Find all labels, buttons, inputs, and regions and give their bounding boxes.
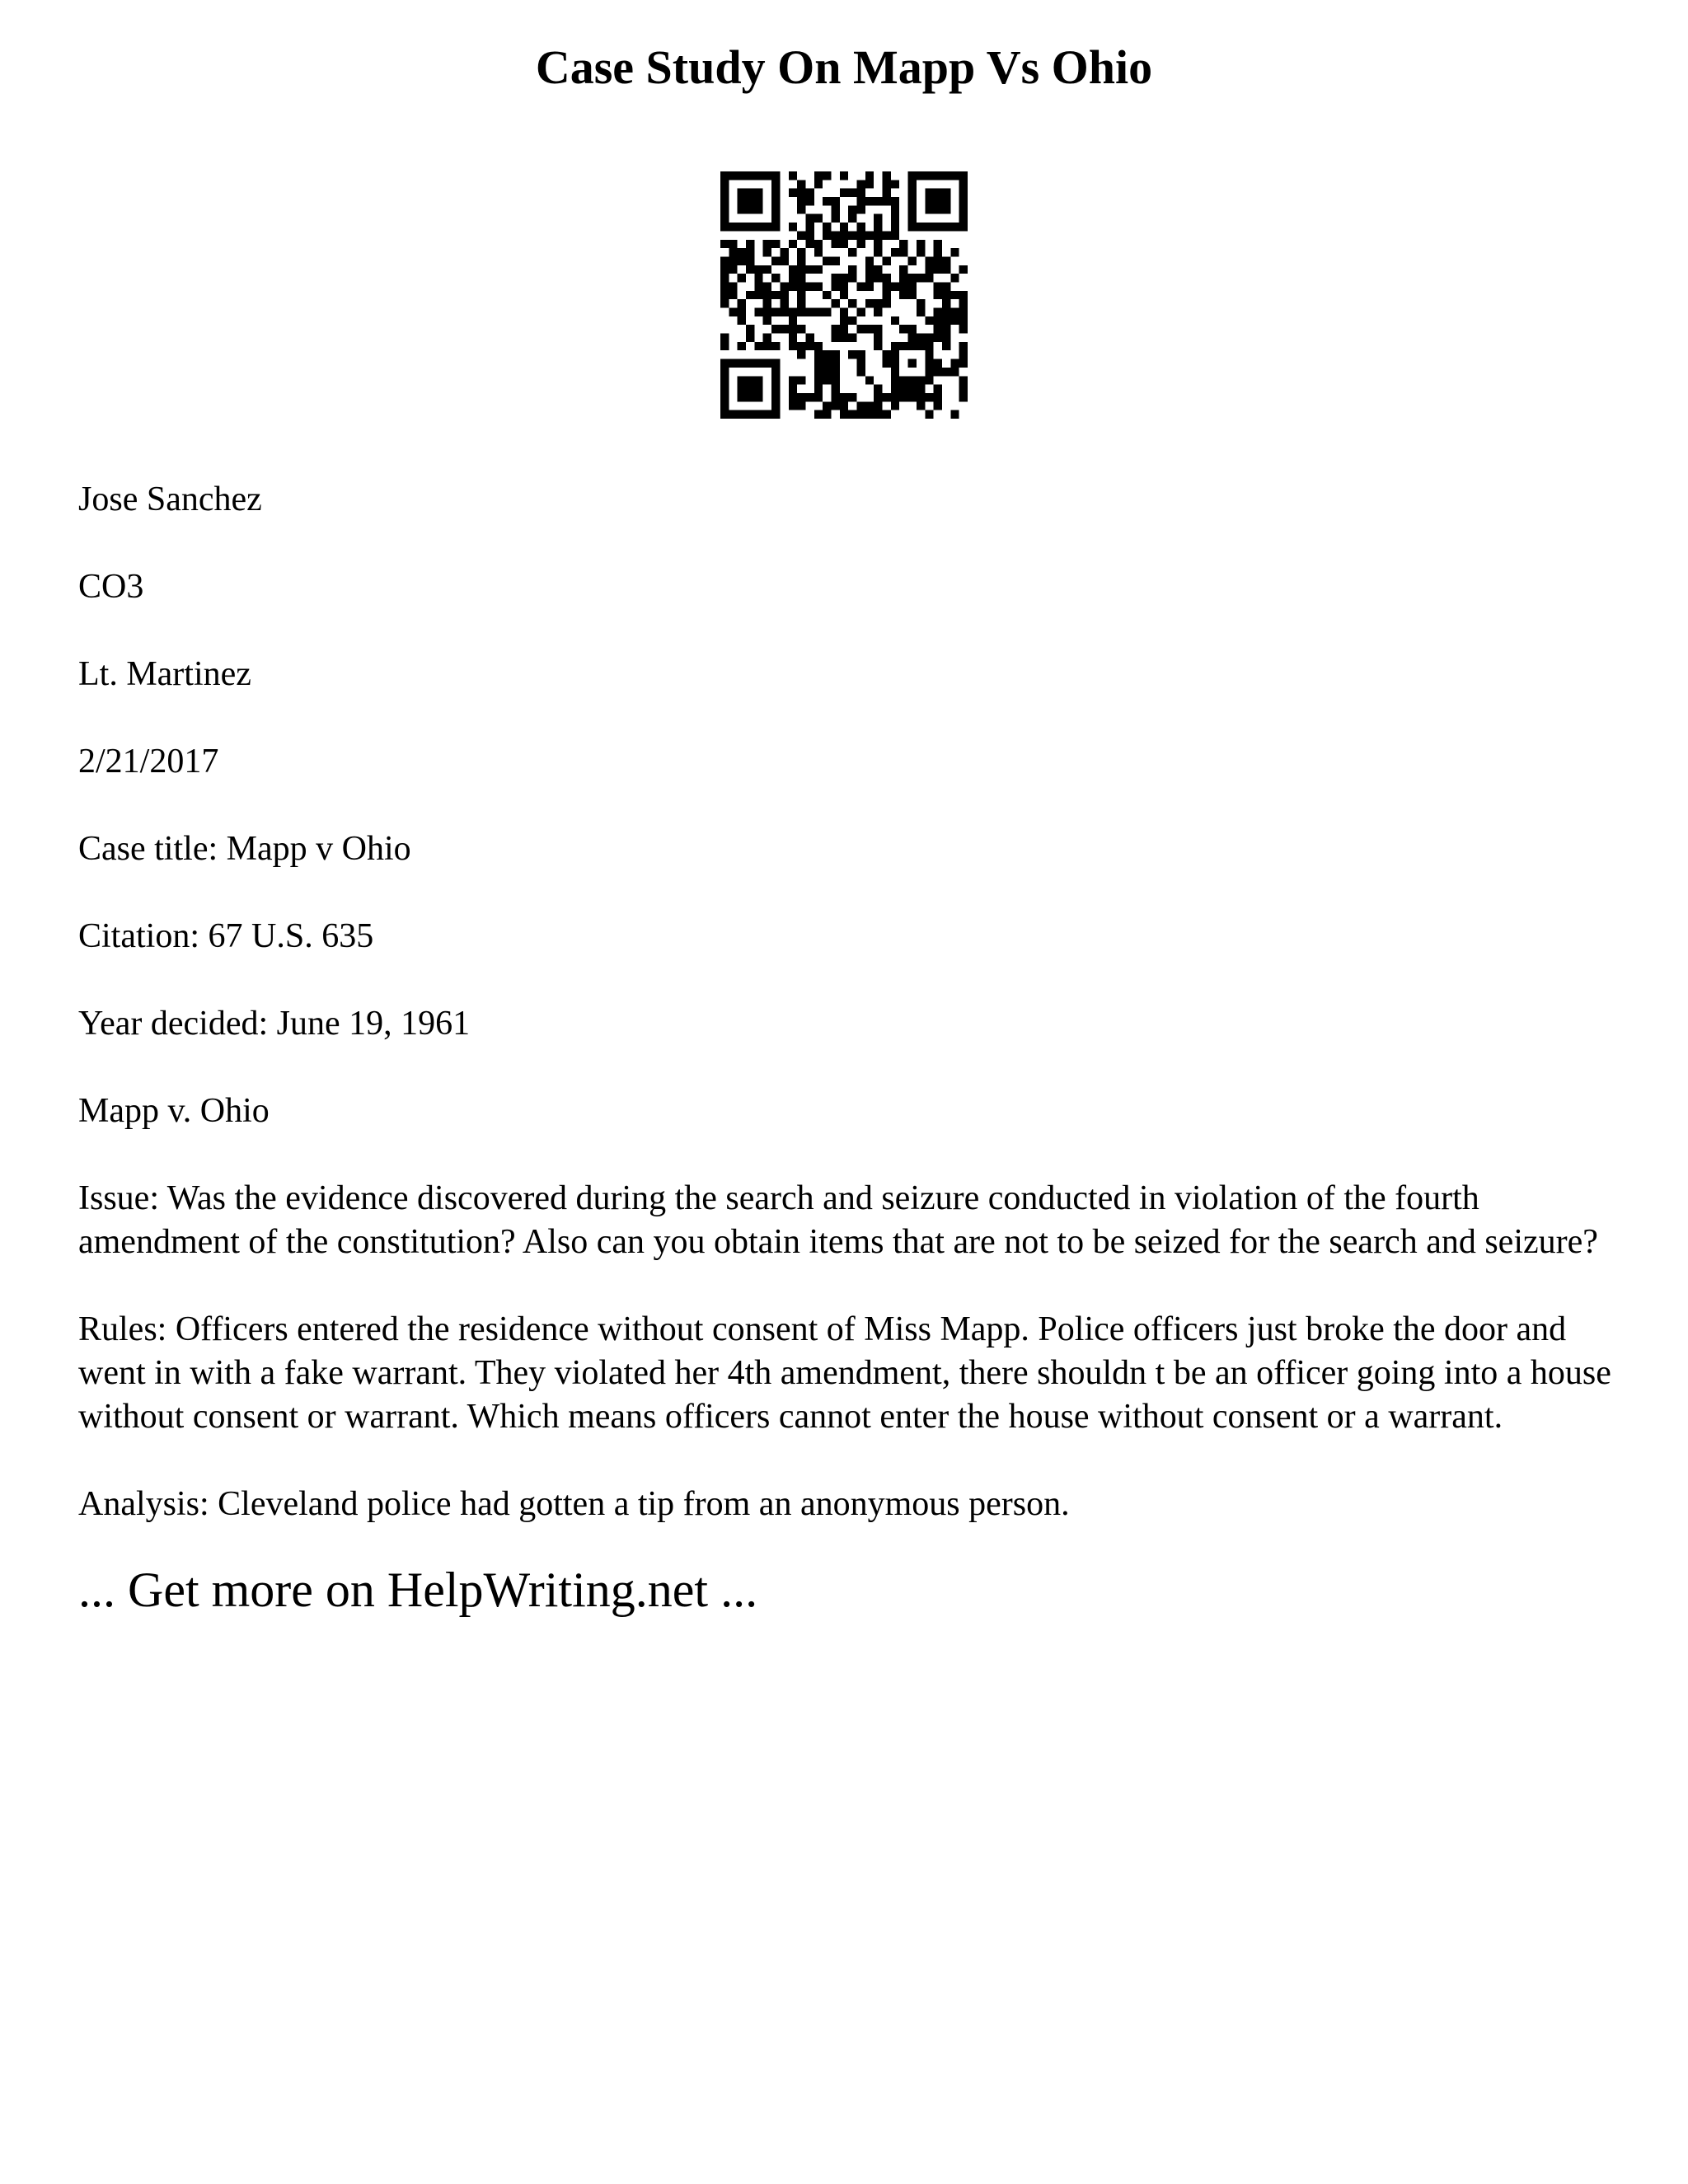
analysis-paragraph: Analysis: Cleveland police had gotten a tip from an anonymous person. xyxy=(78,1485,1070,1523)
get-more-link[interactable]: ... Get more on HelpWriting.net ... xyxy=(78,1563,758,1617)
case-title: Case title: Mapp v Ohio xyxy=(78,830,411,868)
document-body xyxy=(78,478,1611,1621)
page-title: Case Study On Mapp Vs Ohio xyxy=(535,40,1153,94)
qr-code-icon xyxy=(720,171,968,419)
case-name: Mapp v. Ohio xyxy=(78,1092,270,1130)
rules-paragraph: Rules: Officers entered the residence without consent of Miss Mapp. Police officers just broke the door and went in with a fake warrant. They violated her 4th amendment, there shouldn t be an officer going into a house without consent or warrant. Which means officers cannot enter the house without consent or a warrant. xyxy=(78,1310,1611,1436)
author-name: Jose Sanchez xyxy=(78,480,262,518)
case-citation: Citation: 67 U.S. 635 xyxy=(78,917,374,955)
instructor-name: Lt. Martinez xyxy=(78,655,251,693)
year-decided: Year decided: June 19, 1961 xyxy=(78,1005,471,1043)
issue-paragraph: Issue: Was the evidence discovered during the search and seizure conducted in violation of the fourth amendment of the constitution? Also can you obtain items that are not to be seized for the search and seizure? xyxy=(78,1179,1598,1261)
document-date: 2/21/2017 xyxy=(78,743,219,780)
course-code: CO3 xyxy=(78,568,144,606)
